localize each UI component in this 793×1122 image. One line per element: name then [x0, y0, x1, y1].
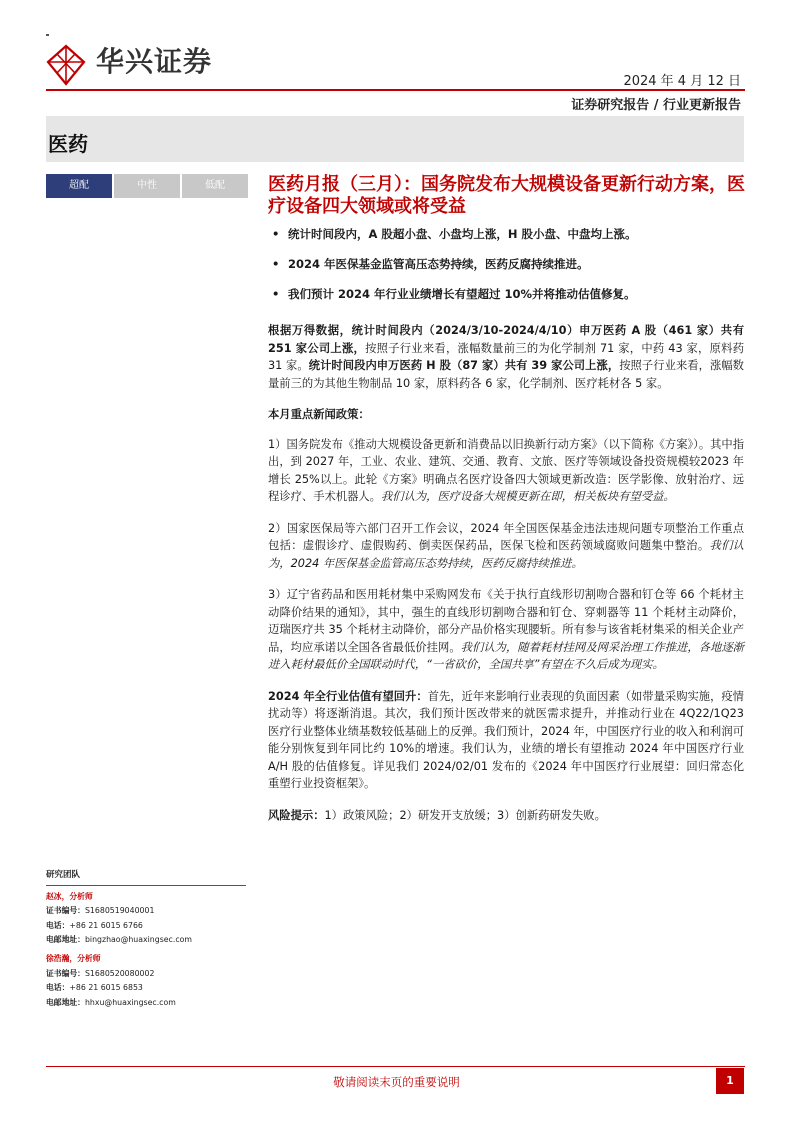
analyst-cert — [46, 904, 246, 919]
research-team — [46, 868, 246, 1010]
header-divider — [46, 89, 745, 91]
key-point — [272, 226, 748, 242]
email-label: 电邮地址： — [46, 997, 85, 1007]
valuation-paragraph — [268, 688, 744, 793]
email-label: 电邮地址： — [46, 935, 85, 945]
bullet-icon: • — [272, 257, 280, 271]
report-title: 医药月报（三月）：国务院发布大规模设备更新行动方案，医疗设备四大领域或将受益 — [268, 174, 745, 217]
analyst-name: 徐浩瀚，分析师 — [46, 953, 101, 963]
report-type: 证券研究报告 / 行业更新报告 — [571, 98, 741, 113]
analyst-email — [46, 996, 246, 1011]
news-item-1-text: 1）国务院发布《推动大规模设备更新和消费品以旧换新行动方案》（以下简称《方案》）。其中指出，到 2027 年，工业、农业、建筑、交通、教育、文旅、医疗等领域设备投资规模较2023 年增长 25%以上。此轮《方案》明确点名医疗设备四大领域更新改造：医学影像、放射治疗、远程诊疗、手术机器人。 — [268, 437, 745, 503]
disclaimer-note: 敬请阅读末页的重要说明 — [333, 1075, 460, 1089]
valuation-text: 首先，近年来影响行业表现的负面因素（如带量采购实施，疫情扰动等）将逐渐消退。其次，我们预计医改带来的就医需求提升，并推动行业在 4Q22/1Q23 医疗行业整体业绩基数较低基础上的反弹。我们预计，2024 年，中国医疗行业的收入和利润可能分别恢复到年同比约 10%的增速。我们认为，业绩的增长有望推动 2024 年中国医疗行业 A/H 股的估值修复。详见我们 2024/02/01 发布的《2024 年中国医疗行业展望：回归常态化重塑行业投资框架》。 — [268, 689, 744, 790]
sector-bar — [46, 116, 744, 162]
rating-neutral: 中性 — [114, 174, 180, 198]
news-item-3-view: 我们认为，随着耗材挂网及网采治理工作推进，各地逐渐进入耗材最低价全国联动时代，“一省砍价，全国共享”有望在不久后成为现实。 — [268, 640, 744, 671]
analyst-email — [46, 933, 246, 948]
news-item-1-view: 我们认为，医疗设备大规模更新在即，相关板块有望受益。 — [380, 490, 675, 503]
a-share-detail: 按照子行业来看，涨幅数量前三的为化学制剂 71 家，中药 43 家，原料药 31 家。 — [268, 341, 744, 372]
corner-mark — [46, 34, 49, 36]
news-item-2-text: 2）国家医保局等六部门召开工作会议，2024 年全国医保基金违法违规问题专项整治工作重点包括：虚假诊疗、虚假购药、倒卖医保药品，医保飞检和医药领域腐败问题集中整治。 — [268, 521, 744, 552]
news-item-2 — [268, 520, 744, 573]
h-share-detail: 按照子行业来看，涨幅数量前三的为其他生物制品 10 家，原料药各 6 家，化学制剂、医疗耗材各 5 家。 — [268, 359, 744, 390]
bullet-icon: • — [272, 287, 280, 301]
news-heading: 本月重点新闻政策： — [268, 408, 370, 421]
team-divider — [46, 885, 246, 886]
huaxing-logo-icon — [46, 44, 86, 86]
key-point — [272, 256, 748, 272]
risk-heading: 风险提示： — [268, 808, 325, 822]
key-point-text: 我们预计 2024 年行业业绩增长有望超过 10%并将推动估值修复。 — [288, 287, 636, 301]
cert-label: 证书编号： — [46, 968, 85, 978]
phone-label: 电话： — [46, 983, 70, 993]
news-item-3-text: 3）辽宁省药品和医用耗材集中采购网发布《关于执行直线形切割吻合器和钉仓等 66 个耗材主动降价结果的通知》，其中，强生的直线形切割吻合器和钉仓、穿刺器等 11 个耗材主动降价，迈瑞医疗共 35 个耗材主动降价，部分产品价格实现腰斩。所有参与该省耗材集采的相关企业产品，均应承诺以全国各省最低价挂网。 — [268, 588, 744, 654]
news-item-3 — [268, 586, 744, 674]
cert-value: S1680520080002 — [84, 968, 155, 978]
news-item-2-view: 我们认为，2024 年医保基金监管高压态势持续，医药反腐持续推进。 — [268, 539, 744, 570]
analyst-phone — [46, 919, 246, 934]
rating-overweight: 超配 — [46, 174, 112, 198]
report-date: 2024 年 4 月 12 日 — [623, 74, 741, 89]
analyst-phone — [46, 981, 246, 996]
rating-underweight: 低配 — [182, 174, 248, 198]
bullet-icon: • — [272, 227, 280, 241]
phone-value: +86 21 6015 6853 — [69, 983, 143, 993]
h-share-summary: 统计时间段内申万医药 H 股（87 家）共有 39 家公司上涨， — [308, 359, 620, 372]
key-points — [272, 226, 748, 316]
page-number: 1 — [716, 1068, 744, 1094]
cert-value: S1680519040001 — [84, 906, 155, 916]
brand-name: 华兴证券 — [96, 45, 213, 78]
valuation-heading: 2024 年全行业估值有望回升： — [268, 689, 428, 703]
analyst-name: 赵冰，分析师 — [46, 891, 93, 901]
email-link[interactable]: hhxu@huaxingsec.com — [84, 997, 176, 1007]
email-link[interactable]: bingzhao@huaxingsec.com — [84, 935, 192, 945]
phone-value: +86 21 6015 6766 — [69, 920, 143, 930]
footer-divider — [46, 1066, 745, 1067]
risk-paragraph — [268, 807, 744, 825]
cert-label: 证书编号： — [46, 906, 85, 916]
news-item-1 — [268, 436, 744, 506]
market-summary-paragraph — [268, 322, 744, 392]
report-body — [268, 322, 744, 838]
team-title: 研究团队 — [46, 870, 81, 880]
sector-title: 医药 — [48, 132, 88, 156]
risk-text: 1）政策风险；2）研发开支放缓；3）创新药研发失败。 — [324, 808, 606, 822]
analyst-cert — [46, 967, 246, 982]
key-point-text: 2024 年医保基金监管高压态势持续，医药反腐持续推进。 — [288, 257, 589, 271]
key-point-text: 统计时间段内，A 股超小盘、小盘均上涨，H 股小盘、中盘均上涨。 — [288, 227, 637, 241]
phone-label: 电话： — [46, 920, 70, 930]
key-point — [272, 286, 748, 302]
a-share-summary: 根据万得数据，统计时间段内（2024/3/10-2024/4/10）申万医药 A 股（461 家）共有 251 家公司上涨， — [268, 324, 744, 355]
